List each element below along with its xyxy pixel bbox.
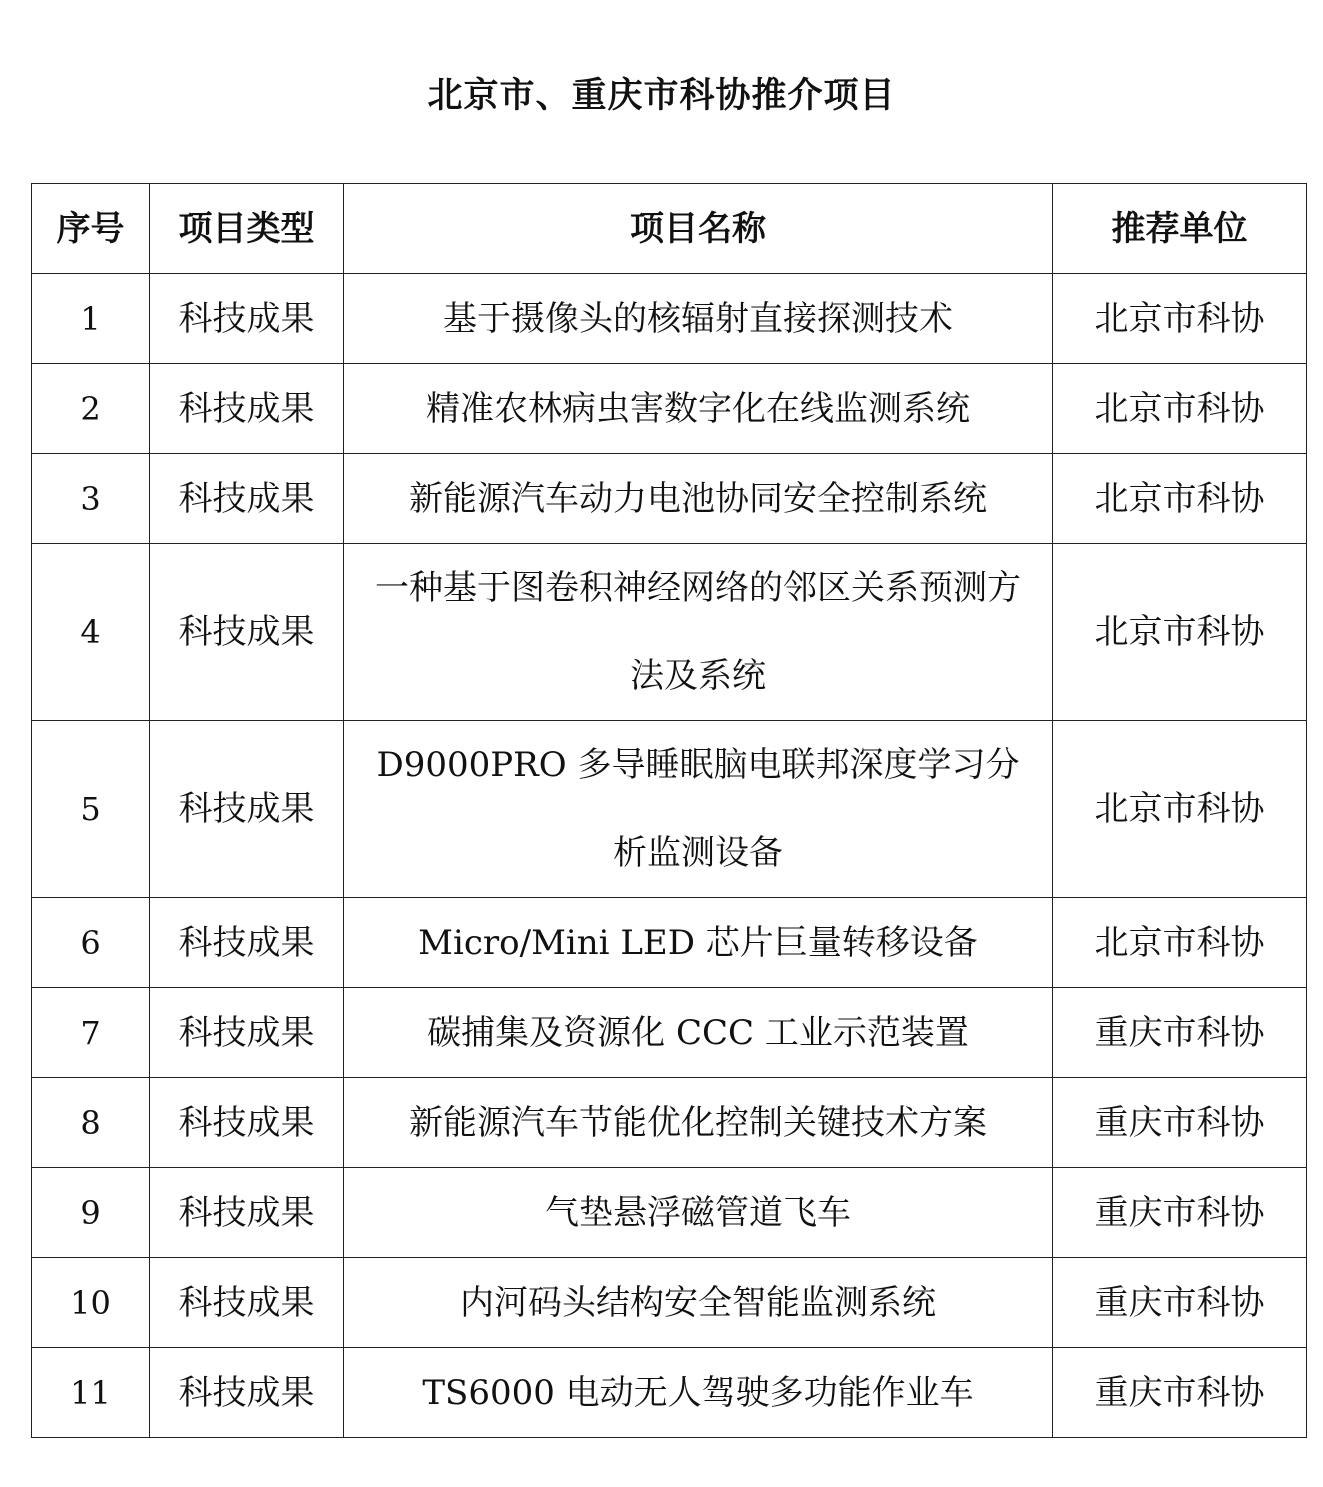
cell-type: 科技成果 [150,1078,344,1168]
table-row [32,544,1307,721]
cell-name: 一种基于图卷积神经网络的邻区关系预测方法及系统 [344,544,1053,721]
cell-unit: 重庆市科协 [1053,1348,1307,1438]
cell-type: 科技成果 [150,898,344,988]
cell-unit: 北京市科协 [1053,454,1307,544]
cell-unit: 重庆市科协 [1053,1078,1307,1168]
cell-type: 科技成果 [150,1348,344,1438]
cell-unit: 北京市科协 [1053,544,1307,721]
cell-type: 科技成果 [150,274,344,364]
cell-name: 碳捕集及资源化 CCC 工业示范装置 [344,988,1053,1078]
cell-unit: 北京市科协 [1053,274,1307,364]
cell-unit: 重庆市科协 [1053,1258,1307,1348]
cell-name: 新能源汽车节能优化控制关键技术方案 [344,1078,1053,1168]
cell-name: 精准农林病虫害数字化在线监测系统 [344,364,1053,454]
table-row [32,454,1307,544]
cell-no: 1 [32,274,150,364]
cell-type: 科技成果 [150,364,344,454]
cell-type: 科技成果 [150,721,344,898]
cell-name: Micro/Mini LED 芯片巨量转移设备 [344,898,1053,988]
table-row [32,1078,1307,1168]
cell-unit: 重庆市科协 [1053,988,1307,1078]
cell-unit: 北京市科协 [1053,721,1307,898]
table-row [32,898,1307,988]
cell-unit: 北京市科协 [1053,898,1307,988]
header-name: 项目名称 [344,184,1053,274]
table-row [32,1348,1307,1438]
cell-name: 内河码头结构安全智能监测系统 [344,1258,1053,1348]
cell-name: D9000PRO 多导睡眠脑电联邦深度学习分析监测设备 [344,721,1053,898]
cell-no: 6 [32,898,150,988]
header-type: 项目类型 [150,184,344,274]
cell-no: 8 [32,1078,150,1168]
cell-name: 新能源汽车动力电池协同安全控制系统 [344,454,1053,544]
header-unit: 推荐单位 [1053,184,1307,274]
cell-no: 5 [32,721,150,898]
cell-type: 科技成果 [150,1258,344,1348]
cell-unit: 北京市科协 [1053,364,1307,454]
header-no: 序号 [32,184,150,274]
cell-name: 基于摄像头的核辐射直接探测技术 [344,274,1053,364]
cell-no: 10 [32,1258,150,1348]
page-title: 北京市、重庆市科协推介项目 [427,76,896,116]
cell-no: 3 [32,454,150,544]
table-row [32,721,1307,898]
table-row [32,1258,1307,1348]
cell-no: 4 [32,544,150,721]
cell-no: 2 [32,364,150,454]
cell-name: TS6000 电动无人驾驶多功能作业车 [344,1348,1053,1438]
cell-name: 气垫悬浮磁管道飞车 [344,1168,1053,1258]
cell-no: 9 [32,1168,150,1258]
table-row [32,1168,1307,1258]
table-header-row [32,184,1307,274]
cell-no: 7 [32,988,150,1078]
cell-type: 科技成果 [150,454,344,544]
cell-type: 科技成果 [150,544,344,721]
cell-no: 11 [32,1348,150,1438]
table-row [32,364,1307,454]
table-row [32,274,1307,364]
cell-unit: 重庆市科协 [1053,1168,1307,1258]
project-table [31,183,1307,1438]
cell-type: 科技成果 [150,988,344,1078]
cell-type: 科技成果 [150,1168,344,1258]
table-row [32,988,1307,1078]
